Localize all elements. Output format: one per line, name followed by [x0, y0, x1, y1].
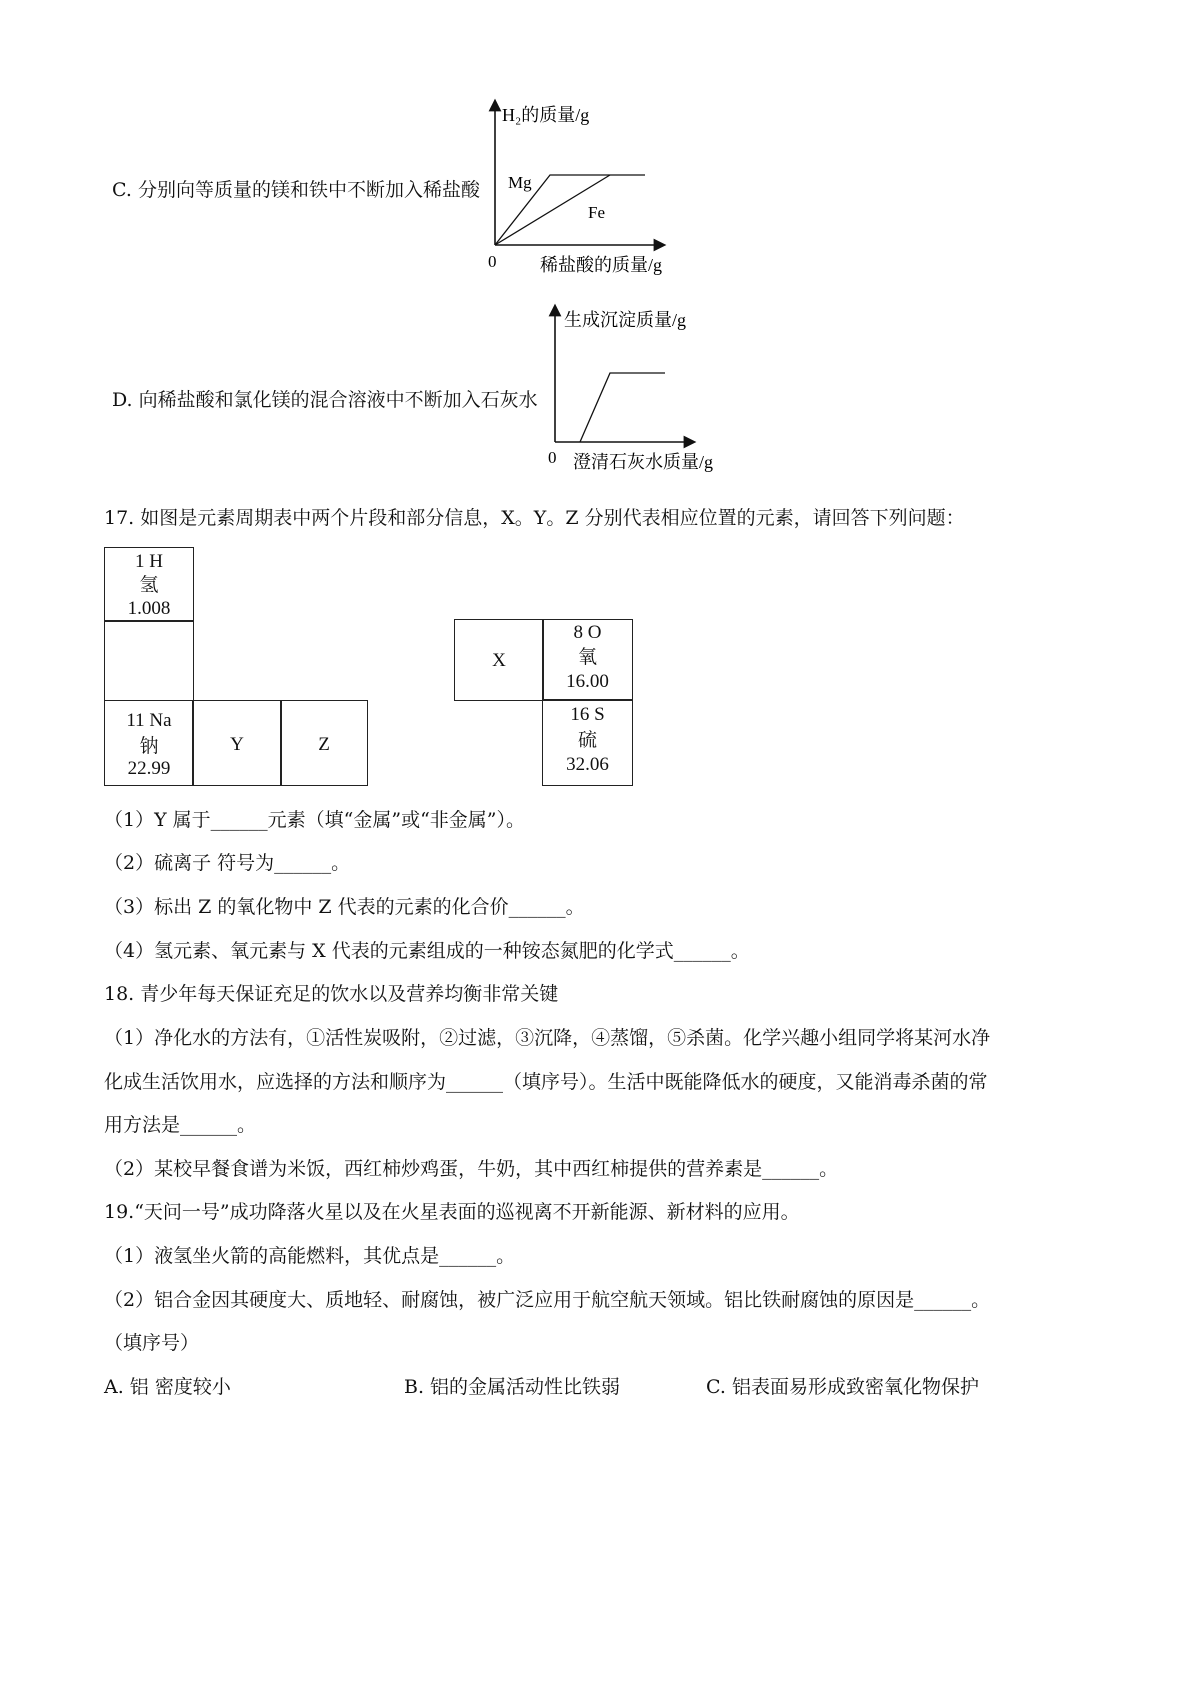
cell-empty [104, 620, 194, 701]
oxygen-num-symbol: 8 O [573, 622, 602, 643]
graph-c-mg-label: Mg [508, 173, 532, 192]
oxygen-mass: 16.00 [566, 671, 609, 692]
q17-stem: 17. 如图是元素周期表中两个片段和部分信息，X。Y。Z 分别代表相应位置的元素，请回答下列问题： [104, 507, 965, 529]
cell-sodium [104, 700, 194, 786]
sulfur-num-symbol: 16 S [570, 704, 605, 725]
cell-z [280, 700, 368, 786]
graph-d-origin: 0 [548, 448, 557, 467]
q19-choice-b: B. 铝的金属活动性比铁弱 [404, 1376, 621, 1398]
q18-sub2: （2）某校早餐食谱为米饭，西红柿炒鸡蛋，牛奶，其中西红柿提供的营养素是______。 [104, 1158, 839, 1180]
q19-stem: 19.“天问一号”成功降落火星以及在火星表面的巡视离不开新能源、新材料的应用。 [104, 1201, 800, 1223]
q19-choice-a: A. 铝 密度较小 [104, 1376, 231, 1398]
hydrogen-name: 氢 [139, 574, 159, 596]
graph-c-fe-label: Fe [588, 203, 605, 222]
q19-sub1: （1）液氢坐火箭的高能燃料，其优点是______。 [104, 1245, 516, 1267]
z-label: Z [318, 734, 330, 755]
graph-c-ylabel: H₂的质量/g [502, 105, 590, 125]
q17-sub1: （1）Y 属于______元素（填“金属”或“非金属”）。 [104, 809, 526, 831]
q18-sub1-line3: 用方法是______。 [104, 1114, 257, 1136]
cell-x [454, 619, 544, 701]
hydrogen-mass: 1.008 [127, 598, 171, 619]
oxygen-name: 氧 [577, 646, 597, 668]
y-label: Y [230, 734, 244, 755]
q18-stem: 18. 青少年每天保证充足的饮水以及营养均衡非常关键 [104, 983, 559, 1005]
option-d-text: D. 向稀盐酸和氯化镁的混合溶液中不断加入石灰水 [112, 389, 538, 411]
q17-sub2: （2）硫离子 符号为______。 [104, 852, 351, 874]
sulfur-mass: 32.06 [566, 754, 609, 775]
cell-y [192, 700, 282, 786]
q18-sub1-line1: （1）净化水的方法有，①活性炭吸附，②过滤，③沉降，④蒸馏，⑤杀菌。化学兴趣小组同学将某河水净 [104, 1027, 991, 1049]
sodium-name: 钠 [139, 735, 159, 757]
sulfur-name: 硫 [577, 729, 597, 751]
x-label: X [492, 650, 506, 671]
graph-c-origin: 0 [488, 252, 497, 271]
cell-sulfur [542, 699, 633, 786]
hydrogen-num-symbol: 1 H [135, 551, 163, 572]
sodium-mass: 22.99 [127, 758, 171, 779]
graph-d [540, 300, 760, 480]
q18-sub1-line2: 化成生活饮用水，应选择的方法和顺序为______（填序号）。生活中既能降低水的硬度，又能消毒杀菌的常 [104, 1071, 988, 1093]
q17-sub4: （4）氢元素、氧元素与 X 代表的元素组成的一种铵态氮肥的化学式______。 [104, 940, 750, 962]
q17-sub3: （3）标出 Z 的氧化物中 Z 代表的元素的化合价______。 [104, 896, 585, 918]
cell-hydrogen [104, 547, 194, 622]
graph-c-xlabel: 稀盐酸的质量/g [540, 255, 663, 275]
graph-d-ylabel: 生成沉淀质量/g [564, 310, 687, 330]
sodium-num-symbol: 11 Na [126, 710, 172, 731]
graph-d-xlabel: 澄清石灰水质量/g [573, 452, 714, 472]
q19-choice-c: C. 铝表面易形成致密氧化物保护 [706, 1376, 979, 1398]
cell-oxygen [542, 619, 633, 701]
graph-c [480, 95, 720, 295]
q19-sub2-hint: （填序号） [104, 1332, 200, 1354]
q19-sub2: （2）铝合金因其硬度大、质地轻、耐腐蚀，被广泛应用于航空航天领域。铝比铁耐腐蚀的原因是______。 [104, 1289, 991, 1311]
option-c-text: C. 分别向等质量的镁和铁中不断加入稀盐酸 [112, 179, 480, 201]
graph-d-precipitate-line [580, 373, 665, 442]
